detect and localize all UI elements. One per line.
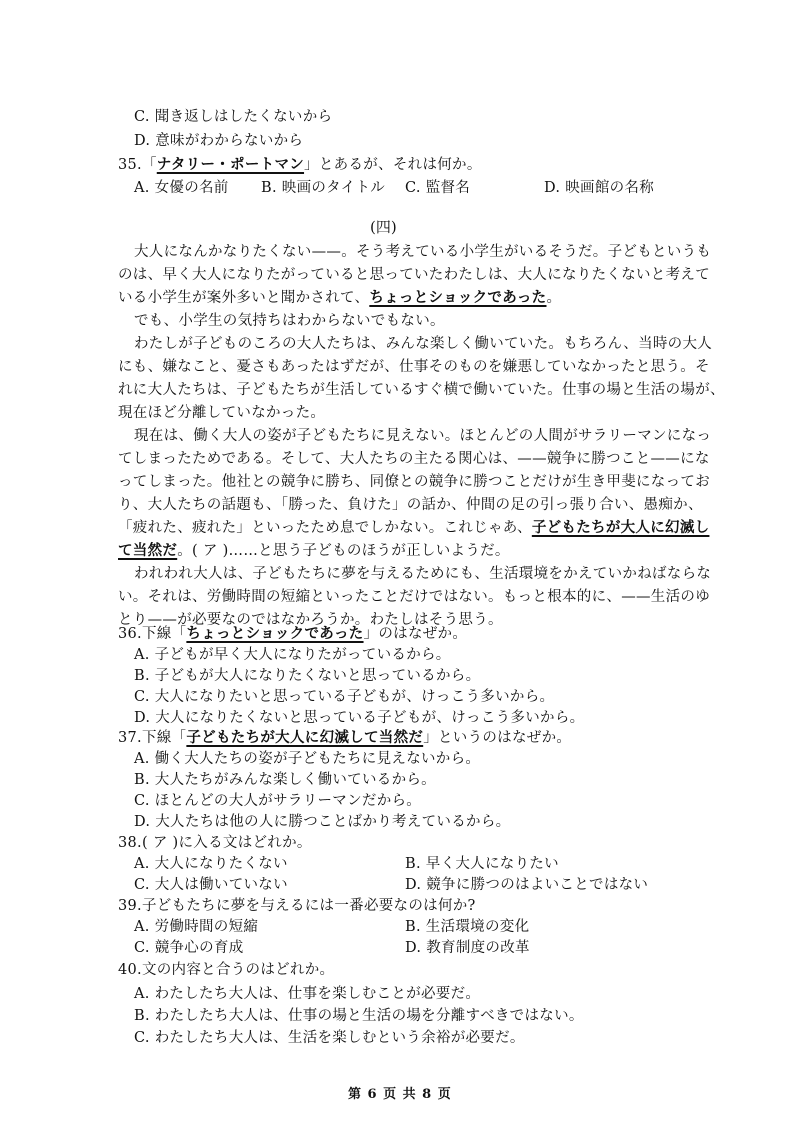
passage-line: わたしが子どものころの大人たちは、みんな楽しく働いていた。もちろん、当時の大人 xyxy=(134,336,713,352)
q36-option-b[interactable]: B. 子どもが大人になりたくないと思っているから。 xyxy=(134,668,481,684)
q39-stem: 39.子どもたちに夢を与えるには一番必要なのは何か? xyxy=(118,898,476,914)
q39-option-b[interactable]: B. 生活環境の変化 xyxy=(405,919,530,935)
passage-line: とり——が必要なのではなかろうか。わたしはそう思う。 xyxy=(118,612,503,628)
q38-stem: 38.( ア )に入る文はどれか。 xyxy=(118,835,312,851)
q35-stem xyxy=(118,155,482,175)
q40-option-c[interactable]: C. わたしたち大人は、生活を楽しむという余裕が必要だ。 xyxy=(134,1030,525,1046)
q39-options-row-1 xyxy=(0,917,800,937)
q36-stem xyxy=(118,624,467,644)
passage-line: でも、小学生の気持ちはわからないでもない。 xyxy=(134,313,445,329)
passage-line: にも、嫌なこと、憂さもあったはずだが、仕事そのものを嫌悪していなかったと思う。そ xyxy=(118,359,710,375)
passage-line: 現在は、働く大人の姿が子どもたちに見えない。ほとんどの人間がサラリーマンになっ xyxy=(134,428,712,444)
passage-line xyxy=(118,288,561,308)
passage-text: 。( ア )……と思う子どものほうが正しいようだ。 xyxy=(177,543,510,559)
q39-option-c[interactable]: C. 競争心の育成 xyxy=(134,940,244,956)
passage-line xyxy=(118,518,709,538)
q37-stem xyxy=(118,728,571,748)
passage-underline-2-cont: て当然だ xyxy=(118,542,178,559)
q38-option-d[interactable]: D. 競争に勝つのはよいことではない xyxy=(405,877,649,893)
q39-options-row-2 xyxy=(0,938,800,958)
section-title: (四) xyxy=(370,218,397,236)
passage-text: いる小学生が案外多いと聞かされて、 xyxy=(118,290,370,306)
q37-underlined-quote: 子どもたちが大人に幻滅して当然だ xyxy=(186,729,424,746)
q35-option-a[interactable]: A. 女優の名前 xyxy=(134,180,229,196)
q34-option-c[interactable]: C. 聞き返しはしたくないから xyxy=(134,109,333,125)
q34-option-d[interactable]: D. 意味がわからないから xyxy=(134,133,304,149)
q38-options-row-2 xyxy=(0,875,800,895)
q35-options xyxy=(0,178,800,198)
page-number-footer: 第 6 页 共 8 页 xyxy=(348,1087,452,1102)
q37-option-d[interactable]: D. 大人たちは他の人に勝つことばかり考えているから。 xyxy=(134,814,511,830)
passage-line: り、大人たちの話題も、「勝った、負けた」の話か、仲間の足の引っ張り合い、愚痴か、 xyxy=(118,497,703,513)
passage-text: 「疲れた、疲れた」といったため息でしかない。これじゃあ、 xyxy=(118,520,532,536)
q35-option-b[interactable]: B. 映画のタイトル xyxy=(261,180,386,196)
q36-option-a[interactable]: A. 子どもが早く大人になりたがっているから。 xyxy=(134,647,451,663)
passage-line: 大人になんかなりたくない——。そう考えている小学生がいるそうだ。子どもというも xyxy=(134,244,712,260)
q39-option-a[interactable]: A. 労働時間の短縮 xyxy=(134,919,259,935)
q35-option-d[interactable]: D. 映画館の名称 xyxy=(544,180,655,196)
q40-option-b[interactable]: B. わたしたち大人は、仕事の場と生活の場を分離すべきではない。 xyxy=(134,1008,584,1024)
passage-underline-1: ちょっとショックであった xyxy=(369,289,547,306)
q37-stem-suffix: 」というのはなぜか。 xyxy=(423,730,572,746)
passage-underline-2: 子どもたちが大人に幻滅し xyxy=(531,519,710,536)
q35-stem-suffix: 」とあるが、それは何か。 xyxy=(304,157,482,173)
q40-stem: 40.文の内容と合うのはどれか。 xyxy=(118,962,335,978)
q36-option-c[interactable]: C. 大人になりたいと思っている子どもが、けっこう多いから。 xyxy=(134,689,555,705)
q37-option-a[interactable]: A. 働く大人たちの姿が子どもたちに見えないから。 xyxy=(134,751,481,767)
q36-stem-suffix: 」のはなぜか。 xyxy=(363,626,468,642)
passage-line: われわれ大人は、子どもたちに夢を与えるためにも、生活環境をかえていかねばならな xyxy=(134,566,712,582)
passage-line: てしまったためである。そして、大人たちの主たる関心は、——競争に勝つこと——にな xyxy=(118,451,710,467)
q36-stem-prefix: 36.下線「 xyxy=(118,626,187,642)
q35-option-c[interactable]: C. 監督名 xyxy=(405,180,471,196)
q37-option-c[interactable]: C. ほとんどの大人がサラリーマンだから。 xyxy=(134,793,422,809)
passage-text: 。 xyxy=(546,290,562,306)
q39-option-d[interactable]: D. 教育制度の改革 xyxy=(405,940,530,956)
q38-option-a[interactable]: A. 大人になりたくない xyxy=(134,856,288,872)
q35-underlined-quote: ナタリー・ポートマン xyxy=(156,156,305,173)
q38-option-c[interactable]: C. 大人は働いていない xyxy=(134,877,288,893)
passage-line xyxy=(118,541,510,561)
q37-option-b[interactable]: B. 大人たちがみんな楽しく働いているから。 xyxy=(134,772,436,788)
passage-line: い。それは、労働時間の短縮といったことだけではない。もっと根本的に、——生活のゆ xyxy=(118,589,710,605)
passage-line: のは、早く大人になりたがっていると思っていたわたしは、大人になりたくないと考えて xyxy=(118,267,710,283)
passage-line: れに大人たちは、子どもたちが生活しているすぐ横で働いていた。仕事の場と生活の場が、 xyxy=(118,382,725,398)
q37-stem-prefix: 37.下線「 xyxy=(118,730,187,746)
passage-line: 現在ほど分離していなかった。 xyxy=(118,405,326,421)
q36-underlined-quote: ちょっとショックであった xyxy=(186,625,364,642)
q38-option-b[interactable]: B. 早く大人になりたい xyxy=(405,856,559,872)
q40-option-a[interactable]: A. わたしたち大人は、仕事を楽しむことが必要だ。 xyxy=(134,986,481,1002)
passage-line: ってしまった。他社との競争に勝ち、同僚との競争に勝つことだけが生き甲斐になってお xyxy=(118,474,710,490)
q36-option-d[interactable]: D. 大人になりたくないと思っている子どもが、けっこう多いから。 xyxy=(134,710,585,726)
q35-stem-prefix: 35.「 xyxy=(118,157,157,173)
q38-options-row-1 xyxy=(0,854,800,874)
